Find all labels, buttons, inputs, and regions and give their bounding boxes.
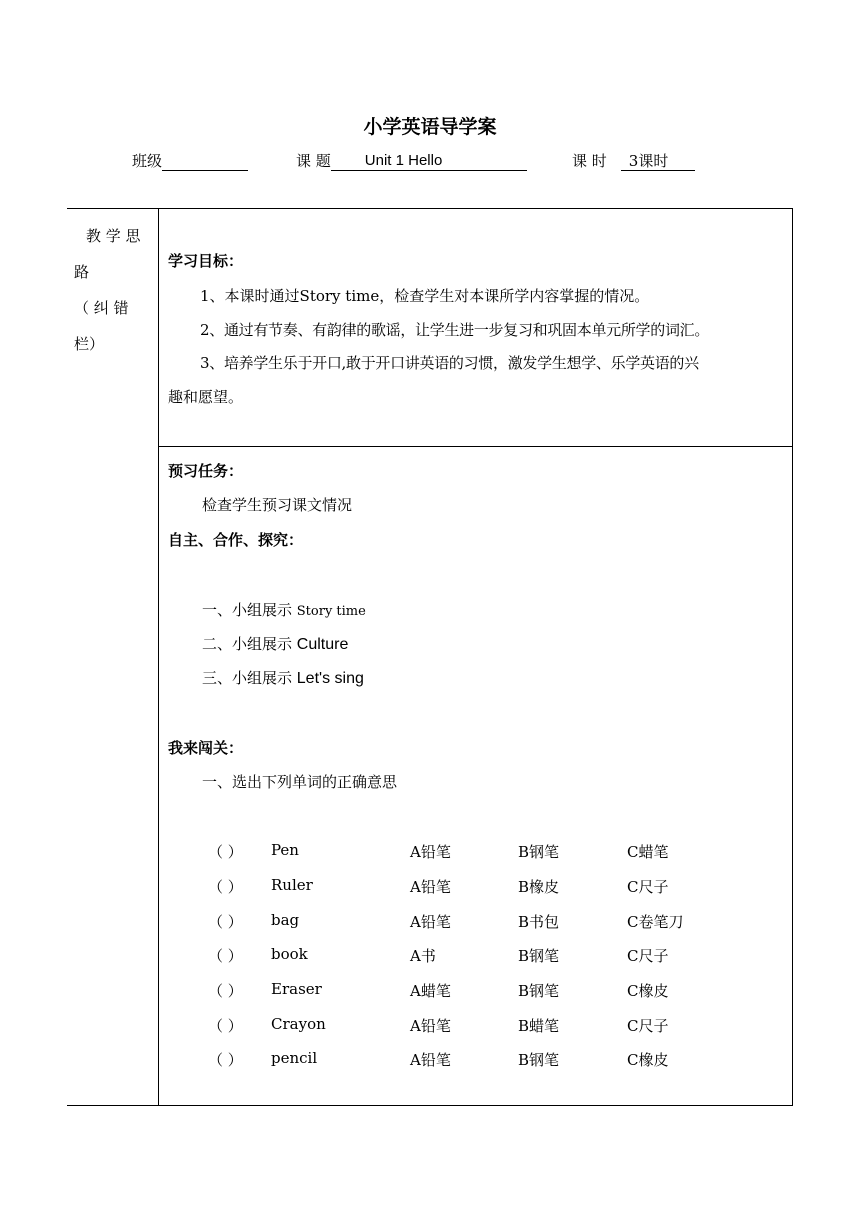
- answer-bracket[interactable]: （ ）: [208, 878, 243, 896]
- option-a: A蜡笔: [410, 982, 451, 1000]
- explore-item-2-prefix: 二、小组展示: [202, 635, 297, 653]
- side-text-1: 教 学 思: [86, 227, 141, 245]
- option-a: A铅笔: [410, 913, 451, 931]
- option-c: C卷笔刀: [627, 913, 684, 931]
- option-c: C蜡笔: [627, 843, 669, 861]
- period-value-underline: [621, 150, 695, 171]
- class-label: 班级: [132, 152, 163, 170]
- challenge-instruction: 一、选出下列单词的正确意思: [202, 773, 398, 791]
- question-word: Pen: [271, 841, 299, 859]
- side-column: [74, 218, 154, 362]
- objective-2: 2、通过有节奏、有韵律的歌谣，让学生进一步复习和巩固本单元所学的词汇。: [200, 321, 710, 339]
- option-a: A铅笔: [410, 843, 451, 861]
- option-c: C橡皮: [627, 1051, 669, 1069]
- explore-item-1-prefix: 一、小组展示: [202, 601, 297, 619]
- objective-1: 1、本课时通过Story time，检查学生对本课所学内容掌握的情况。: [200, 287, 650, 305]
- question-word: Ruler: [271, 876, 313, 894]
- side-text-4: 栏）: [74, 335, 105, 353]
- question-word: pencil: [271, 1049, 318, 1067]
- period-label: 课 时: [572, 152, 607, 170]
- question-word: book: [271, 945, 308, 963]
- option-b: B钢笔: [518, 843, 560, 861]
- option-b: B蜡笔: [518, 1017, 560, 1035]
- option-a: A铅笔: [410, 1017, 451, 1035]
- option-a: A书: [410, 947, 436, 965]
- question-word: Eraser: [271, 980, 322, 998]
- side-text-3: （ 纠 错: [74, 299, 129, 317]
- challenge-heading: 我来闯关：: [168, 739, 244, 757]
- explore-item-1: [202, 599, 366, 620]
- topic-field: [296, 150, 527, 172]
- option-c: C尺子: [627, 1017, 669, 1035]
- option-c: C橡皮: [627, 982, 669, 1000]
- option-c: C尺子: [627, 947, 669, 965]
- class-blank: [162, 150, 248, 171]
- period-value: 3课时: [628, 152, 669, 170]
- question-word: Crayon: [271, 1015, 326, 1033]
- table-top-border: [67, 208, 793, 209]
- answer-bracket[interactable]: （ ）: [208, 947, 243, 965]
- option-b: B钢笔: [518, 982, 560, 1000]
- explore-item-3: [202, 667, 364, 688]
- objectives-heading: 学习目标：: [168, 252, 244, 270]
- preview-heading: 预习任务：: [168, 462, 244, 480]
- topic-value: Unit 1 Hello: [364, 152, 443, 169]
- explore-heading: 自主、合作、探究：: [168, 531, 304, 549]
- topic-value-underline: [331, 150, 527, 171]
- table-bottom-border: [67, 1105, 793, 1106]
- answer-bracket[interactable]: （ ）: [208, 913, 243, 931]
- page-title: 小学英语导学案: [363, 116, 497, 138]
- answer-bracket[interactable]: （ ）: [208, 982, 243, 1000]
- answer-bracket[interactable]: （ ）: [208, 843, 243, 861]
- side-text-2: 路: [74, 263, 90, 281]
- explore-item-3-prefix: 三、小组展示: [202, 669, 297, 687]
- explore-item-2: [202, 633, 348, 654]
- preview-text: 检查学生预习课文情况: [202, 496, 353, 514]
- objective-3-cont: 趣和愿望。: [168, 388, 244, 406]
- option-b: B橡皮: [518, 878, 560, 896]
- option-b: B钢笔: [518, 947, 560, 965]
- topic-label: 课 题: [296, 152, 331, 170]
- column-divider: [158, 208, 159, 1106]
- option-a: A铅笔: [410, 878, 451, 896]
- period-field: [572, 150, 695, 172]
- question-word: bag: [271, 911, 300, 929]
- explore-item-1-text: Story time: [296, 604, 366, 619]
- option-b: B钢笔: [518, 1051, 560, 1069]
- explore-item-2-text: Culture: [296, 636, 349, 653]
- row-divider: [158, 446, 793, 447]
- answer-bracket[interactable]: （ ）: [208, 1051, 243, 1069]
- table-right-border: [792, 208, 793, 1106]
- class-field: [132, 150, 248, 172]
- objective-3: 3、培养学生乐于开口,敢于开口讲英语的习惯，激发学生想学、乐学英语的兴: [200, 354, 699, 372]
- explore-item-3-text: Let's sing: [296, 670, 364, 687]
- option-b: B书包: [518, 913, 560, 931]
- option-c: C尺子: [627, 878, 669, 896]
- answer-bracket[interactable]: （ ）: [208, 1017, 243, 1035]
- option-a: A铅笔: [410, 1051, 451, 1069]
